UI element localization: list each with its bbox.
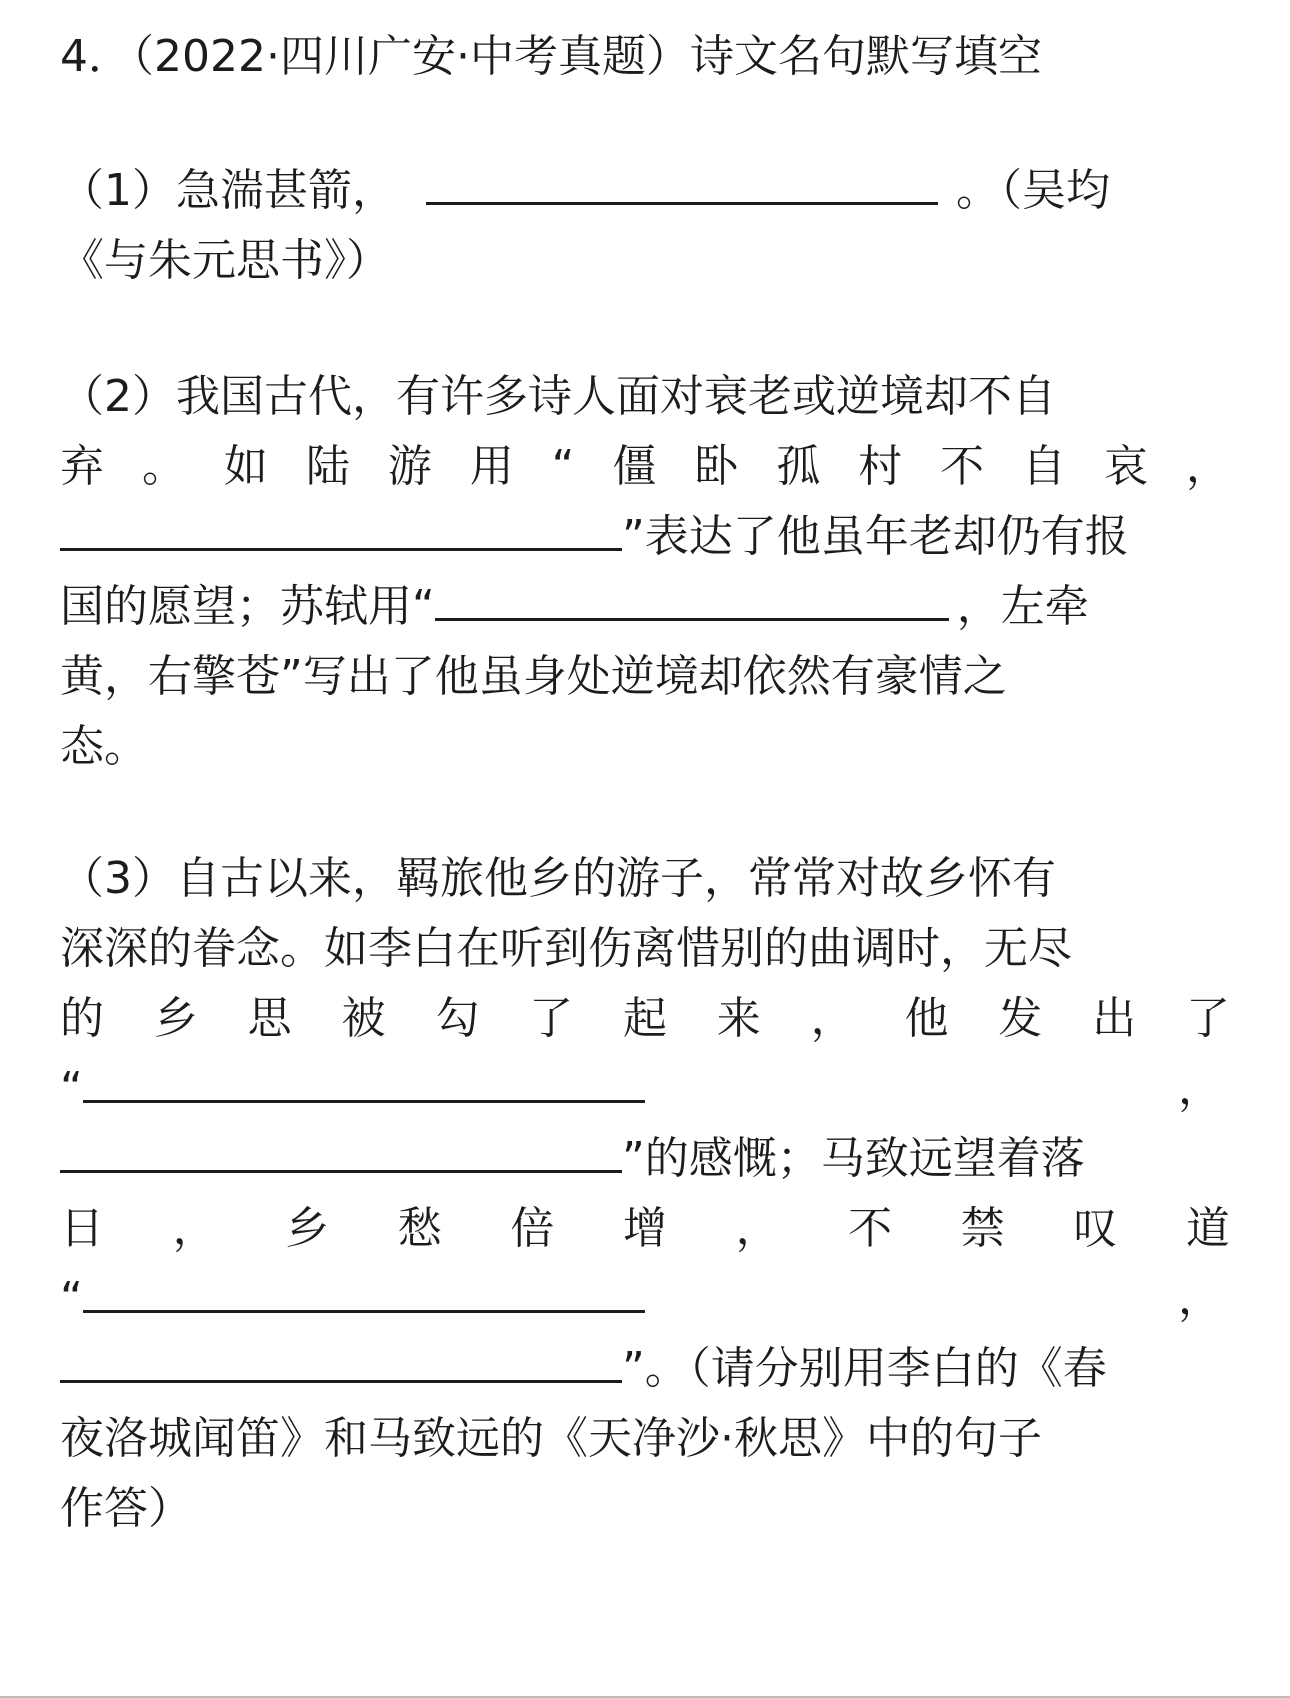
item-2-text-after-blank-1: ”表达了他虽年老却仍有报 [622,511,1129,562]
item-3-char: 出 [1092,993,1137,1044]
item-2-char: 不 [940,441,985,492]
item-3-comma-2: ， [1178,1273,1222,1324]
item-3-char: 他 [904,993,949,1044]
item-3-char: 被 [341,993,386,1044]
item-3-char: 发 [998,993,1043,1044]
item-3-char: 乡 [153,993,198,1044]
item-3-char: 思 [247,993,292,1044]
item-2-char: 。 [141,441,186,492]
item-2-char: ， [1185,441,1230,492]
item-3-line-6 [60,1196,1230,1262]
item-3-open-quote-1: “ [60,1063,83,1114]
item-3-char: 来 [716,993,761,1044]
item-3-answer-blank-4[interactable] [60,1380,622,1383]
item-3-text-after-blank-4: ”。（请分别用李白的《春 [622,1343,1107,1394]
item-3-text-after-blank-2: ”的感慨；马致远望着落 [622,1133,1085,1184]
item-3-char: 增 [622,1203,667,1254]
item-3-char: 道 [1185,1203,1230,1254]
item-3-char: ， [172,1203,217,1254]
item-2-answer-blank-1[interactable] [60,548,622,551]
item-2-line-3 [60,504,1230,570]
item-1-answer-blank[interactable] [426,202,938,205]
item-2-char: 自 [1022,441,1067,492]
item-2-char: 卧 [694,441,739,492]
item-2-char: 村 [858,441,903,492]
item-3-char: 勾 [435,993,480,1044]
item-2-char: 用 [469,441,514,492]
item-3-char: 不 [848,1203,893,1254]
item-2-text-after-blank-2: ，左牵 [956,581,1089,632]
item-1-text-after-blank: 。（吴均 [956,165,1110,216]
question-title: 4．（2022·四川广安·中考真题）诗文名句默写填空 [60,31,1042,82]
item-3-line-7 [60,1266,1230,1332]
item-2-line-5: 黄，右擎苍”写出了他虽身处逆境却依然有豪情之 [60,651,1007,702]
item-3-char: ， [810,993,855,1044]
item-2-text-before-blank-2: 国的愿望；苏轼用“ [60,581,435,632]
item-2-char: 游 [387,441,432,492]
item-3-char: 愁 [397,1203,442,1254]
item-2-line-2 [60,434,1230,500]
item-3-char: ， [735,1203,780,1254]
item-3-char: 乡 [285,1203,330,1254]
item-3-char: 了 [1185,993,1230,1044]
item-3-char: 禁 [960,1203,1005,1254]
item-2-line-6: 态。 [60,721,148,772]
item-3-line-10: 作答） [60,1483,192,1534]
item-3-char: 了 [529,993,574,1044]
item-2-char: 弃 [60,441,104,492]
item-2-char: 僵 [612,441,657,492]
item-2-answer-blank-2[interactable] [435,618,949,621]
item-3-char: 起 [622,993,667,1044]
item-3-answer-blank-2[interactable] [60,1170,622,1173]
item-1-line-1 [60,158,1230,224]
item-3-open-quote-2: “ [60,1273,83,1324]
item-2-char: 孤 [776,441,821,492]
item-3-line-8 [60,1336,1230,1402]
item-3-line-4 [60,1056,1230,1122]
item-3-comma-1: ， [1178,1063,1222,1114]
item-3-char: 倍 [510,1203,555,1254]
item-3-answer-blank-1[interactable] [83,1100,645,1103]
item-3-answer-blank-3[interactable] [83,1310,645,1313]
item-2-char: “ [551,441,575,492]
item-3-line-3 [60,986,1230,1052]
item-3-line-2: 深深的眷念。如李白在听到伤离惜别的曲调时，无尽 [60,923,1072,974]
item-2-line-4 [60,574,1230,640]
item-2-char: 如 [223,441,268,492]
item-3-line-1: （3）自古以来，羁旅他乡的游子，常常对故乡怀有 [60,853,1056,904]
item-1-line-2: 《与朱元思书》） [60,235,390,286]
item-3-char: 的 [60,993,104,1044]
item-1-text-before-blank: （1）急湍甚箭， [60,165,396,216]
item-2-line-1: （2）我国古代，有许多诗人面对衰老或逆境却不自 [60,371,1056,422]
item-3-char: 叹 [1073,1203,1118,1254]
item-3-line-5 [60,1126,1230,1192]
item-3-line-9: 夜洛城闻笛》和马致远的《天净沙·秋思》中的句子 [60,1413,1042,1464]
item-2-char: 哀 [1103,441,1148,492]
item-2-char: 陆 [305,441,350,492]
item-3-char: 日 [60,1203,104,1254]
